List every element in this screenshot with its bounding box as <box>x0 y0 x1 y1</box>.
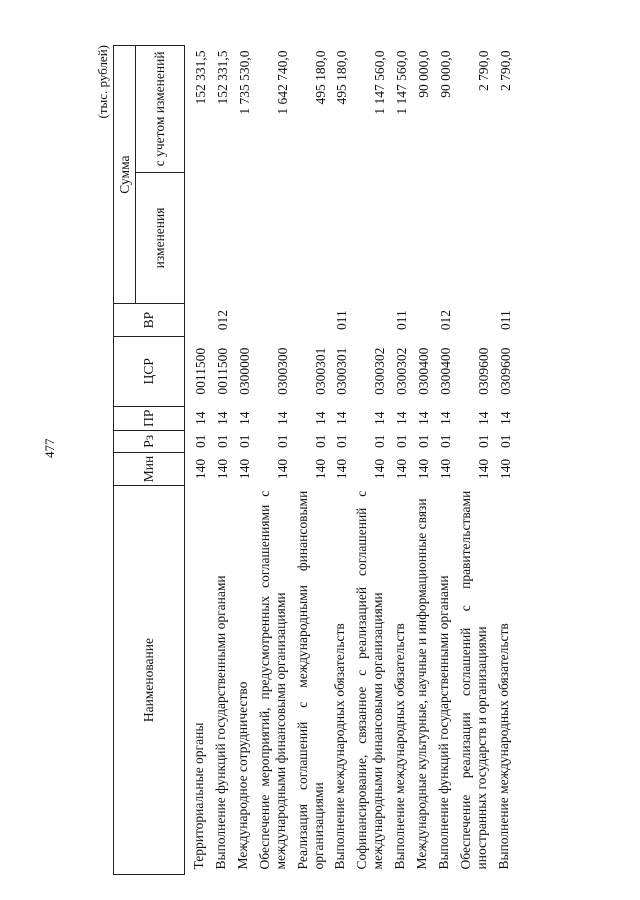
row-name: Выполнение функций государственными органами <box>212 575 228 870</box>
row-rz: 01 <box>372 434 388 449</box>
row-rz: 01 <box>394 434 410 449</box>
table-body <box>185 46 515 875</box>
row-name: Выполнение международных обязательств <box>392 623 408 870</box>
row-pr: 14 <box>475 411 491 425</box>
table-row <box>232 46 254 875</box>
table-row <box>433 46 455 875</box>
header-min: Мин <box>114 452 185 485</box>
row-rz: 01 <box>274 434 290 449</box>
row-vr: 012 <box>214 309 230 331</box>
row-vr: 011 <box>394 310 410 330</box>
table-row <box>493 46 515 875</box>
row-pr: 14 <box>394 411 410 425</box>
row-vr <box>455 304 493 337</box>
row-pr: 14 <box>214 411 230 425</box>
budget-table <box>113 45 515 875</box>
row-csr: 0011500 <box>193 347 208 395</box>
row-total: 90 000,0 <box>438 50 454 98</box>
header-csr: ЦСР <box>114 336 185 406</box>
row-csr: 0300300 <box>274 347 290 395</box>
row-total: 2 790,0 <box>497 50 513 91</box>
units-note: (тыс. рублей) <box>95 45 110 119</box>
row-name: Обеспечение мероприятий, предусмотренных соглашениями с международными финансовыми организациями <box>256 490 288 870</box>
row-changes <box>389 172 411 304</box>
table-row <box>185 46 210 875</box>
row-name: Софинансирование, связанное с реализацией соглашений с международными финансовыми организациями <box>354 490 386 870</box>
row-vr <box>292 304 330 337</box>
row-changes <box>493 172 515 304</box>
row-pr: 14 <box>416 411 432 425</box>
row-total: 1 147 560,0 <box>394 50 410 115</box>
table-row <box>254 46 292 875</box>
row-vr: 012 <box>438 309 454 331</box>
row-total: 2 790,0 <box>475 50 491 91</box>
row-changes <box>411 172 433 304</box>
row-csr: 0300302 <box>372 347 388 395</box>
row-changes <box>254 172 292 304</box>
row-rz: 01 <box>193 434 208 449</box>
header-name: Наименование <box>114 486 185 875</box>
row-rz: 01 <box>438 434 454 449</box>
row-pr: 14 <box>193 411 208 425</box>
row-rz: 01 <box>312 434 328 449</box>
row-changes <box>292 172 330 304</box>
row-csr: 0309600 <box>475 347 491 395</box>
header-sum: Сумма <box>114 46 136 304</box>
row-changes <box>210 172 232 304</box>
row-min: 140 <box>416 458 432 480</box>
row-total: 495 180,0 <box>312 50 328 105</box>
header-changes: изменения <box>136 172 185 304</box>
row-min: 140 <box>193 458 208 480</box>
row-name: Реализация соглашений с международными финансовыми организациями <box>294 490 326 870</box>
row-total: 1 735 530,0 <box>236 50 252 115</box>
row-min: 140 <box>214 458 230 480</box>
row-name: Международное сотрудничество <box>234 681 250 870</box>
row-pr: 14 <box>334 411 350 425</box>
header-pr: ПР <box>114 406 185 430</box>
row-pr: 14 <box>497 411 513 425</box>
row-changes <box>455 172 493 304</box>
row-vr: 011 <box>334 310 350 330</box>
row-vr <box>351 304 389 337</box>
row-pr: 14 <box>274 411 290 425</box>
table-row <box>455 46 493 875</box>
row-changes <box>329 172 351 304</box>
row-csr: 0300301 <box>312 347 328 395</box>
table-row <box>292 46 330 875</box>
row-csr: 0300302 <box>394 347 410 395</box>
row-changes <box>433 172 455 304</box>
row-min: 140 <box>438 458 454 480</box>
row-min: 140 <box>274 458 290 480</box>
row-pr: 14 <box>438 411 454 425</box>
row-changes <box>351 172 389 304</box>
row-pr: 14 <box>312 411 328 425</box>
row-name: Выполнение функций государственными органами <box>436 575 452 870</box>
table-row <box>329 46 351 875</box>
row-changes <box>185 172 210 304</box>
row-rz: 01 <box>497 434 513 449</box>
row-rz: 01 <box>416 434 432 449</box>
header-with-changes: с учетом изменений <box>136 46 185 173</box>
row-csr: 0300301 <box>334 347 350 395</box>
row-total: 1 147 560,0 <box>372 50 388 115</box>
row-csr: 0300400 <box>438 347 454 395</box>
row-total: 1 642 740,0 <box>274 50 290 115</box>
row-csr: 0300400 <box>416 347 432 395</box>
header-rz: Рз <box>114 430 185 452</box>
row-changes <box>232 172 254 304</box>
row-min: 140 <box>394 458 410 480</box>
row-min: 140 <box>236 458 252 480</box>
row-name: Выполнение международных обязательств <box>332 623 348 870</box>
row-vr <box>185 304 210 337</box>
row-csr: 0300000 <box>236 347 252 395</box>
row-pr: 14 <box>236 411 252 425</box>
row-name: Международные культурные, научные и информационные связи <box>414 498 430 870</box>
row-min: 140 <box>497 458 513 480</box>
row-vr <box>232 304 254 337</box>
table-row <box>389 46 411 875</box>
row-total: 495 180,0 <box>334 50 350 105</box>
row-csr: 0011500 <box>214 347 230 395</box>
row-rz: 01 <box>334 434 350 449</box>
row-csr: 0309600 <box>497 347 513 395</box>
row-rz: 01 <box>236 434 252 449</box>
row-min: 140 <box>475 458 491 480</box>
row-rz: 01 <box>214 434 230 449</box>
row-min: 140 <box>312 458 328 480</box>
row-min: 140 <box>334 458 350 480</box>
table-row <box>210 46 232 875</box>
row-total: 152 331,5 <box>193 50 208 105</box>
row-name: Обеспечение реализации соглашений с правительствами иностранных государств и организациями <box>457 490 489 870</box>
row-min: 140 <box>372 458 388 480</box>
row-total: 152 331,5 <box>214 50 230 105</box>
row-vr <box>254 304 292 337</box>
row-rz: 01 <box>475 434 491 449</box>
row-vr: 011 <box>497 310 513 330</box>
row-name: Выполнение международных обязательств <box>495 623 511 870</box>
table-row <box>411 46 433 875</box>
table-row <box>351 46 389 875</box>
row-pr: 14 <box>372 411 388 425</box>
row-total: 90 000,0 <box>416 50 432 98</box>
rotated-page-content <box>95 45 590 875</box>
header-vr: ВР <box>114 304 185 337</box>
row-vr <box>411 304 433 337</box>
row-name: Территориальные органы <box>191 722 206 870</box>
page-number: 477 <box>42 438 57 458</box>
